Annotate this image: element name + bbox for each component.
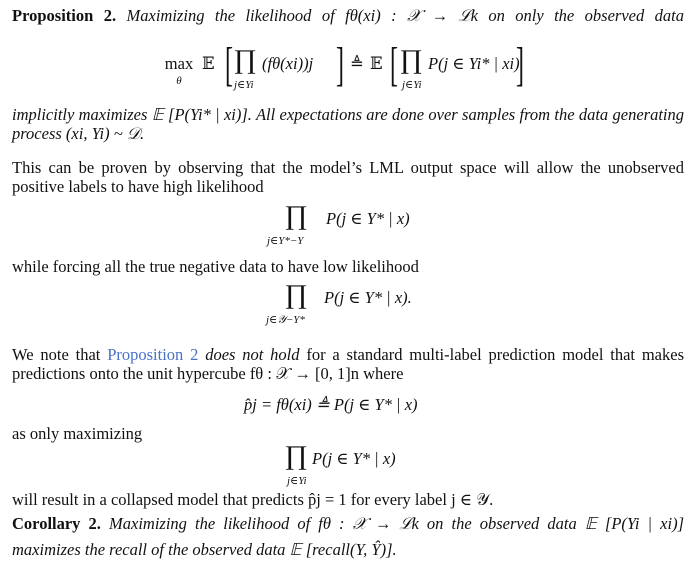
proof-paragraph-line2 (12, 177, 684, 196)
lhs-term: (fθ(xi))j (262, 54, 314, 73)
corollary-text1: Maximizing the likelihood of fθ : 𝒳 → ℒk on the observed data 𝔼 [P(Yi | xi)] (109, 514, 685, 533)
proposition-continuation-text2: process (xi, Yi) ~ 𝒟. (12, 124, 145, 143)
proposition-label: Proposition 2. (12, 6, 117, 25)
note-text-a: We note that (12, 345, 101, 364)
product-operator-eq2: ∏ (284, 279, 308, 309)
note-text-line4: will result in a collapsed model that predicts p̂j = 1 for every label j ∈ 𝒴. (12, 490, 494, 509)
proof-text1: This can be proven by observing that the model’s LML output space will allow the unobserved (12, 158, 684, 177)
note-text-c: for a standard multi-label prediction model that makes (306, 345, 684, 364)
proposition-2-link[interactable]: Proposition 2 (107, 345, 199, 364)
eq1-term: P(j ∈ Y* | x) (326, 209, 410, 228)
product-operator-rhs: ∏ (399, 44, 423, 74)
product-operator-lhs: ∏ (233, 44, 257, 74)
expectation-symbol-lhs: 𝔼 (202, 54, 215, 73)
product-subscript-rhs: j∈Yi (402, 79, 422, 91)
defined-equal-symbol: ≜ (350, 54, 364, 73)
eq4-term: P(j ∈ Y* | x) (312, 449, 396, 468)
max-operator (164, 54, 194, 95)
product-subscript-eq1: j∈Y*−Y (267, 235, 304, 247)
proposition-continuation-line2 (12, 124, 684, 143)
product-subscript-lhs: j∈Yi (234, 79, 254, 91)
proof-paragraph-negatives (12, 257, 684, 276)
corollary-label: Corollary 2. (12, 514, 101, 533)
eq3-expression: p̂j = fθ(xi) ≜ P(j ∈ Y* | x) (244, 395, 418, 414)
corollary-line2 (12, 540, 684, 559)
product-operator-eq1: ∏ (284, 200, 308, 230)
rhs-term: P(j ∈ Yi* | xi) (428, 54, 520, 73)
proof-text3: while forcing all the true negative data to have low likelihood (12, 257, 419, 276)
max-text: max (164, 54, 194, 73)
product-subscript-eq2: j∈𝒴−Y* (266, 314, 305, 326)
left-bracket-lhs: [ (224, 38, 233, 91)
equation-true-negatives (0, 279, 697, 325)
proposition-continuation-text1: implicitly maximizes 𝔼 [P(Yi* | xi)]. All expectations are done over samples from the data generating (12, 105, 684, 124)
right-bracket-lhs: ] (335, 38, 344, 91)
proposition-equation (0, 40, 697, 96)
left-bracket-rhs: [ (389, 38, 398, 91)
max-subscript: θ (176, 75, 182, 87)
expectation-symbol-rhs: 𝔼 (370, 54, 383, 73)
equation-observed-product (0, 440, 697, 486)
proposition-text: Maximizing the likelihood of fθ(xi) : 𝒳 → ℒk on only the observed data (126, 6, 685, 25)
note-paragraph-collapsed (12, 490, 684, 509)
corollary-text2: maximizes the recall of the observed data 𝔼 [recall(Y, Ŷ)]. (12, 540, 397, 559)
product-operator-eq4: ∏ (284, 440, 308, 470)
note-paragraph-line2 (12, 364, 684, 383)
note-text-line3: as only maximizing (12, 424, 143, 443)
proof-text2: positive labels to have high likelihood (12, 177, 264, 196)
product-subscript-eq4: j∈Yi (287, 475, 307, 487)
eq2-term: P(j ∈ Y* | x). (324, 288, 412, 307)
equation-prediction (0, 395, 697, 417)
note-text-line2: predictions onto the unit hypercube fθ : 𝒳 → [0, 1]n where (12, 364, 404, 383)
equation-unobserved-positives (0, 200, 697, 246)
right-bracket-rhs: ] (515, 38, 524, 91)
note-text-emphasis: does not hold (205, 345, 300, 364)
proposition-statement (12, 6, 684, 44)
